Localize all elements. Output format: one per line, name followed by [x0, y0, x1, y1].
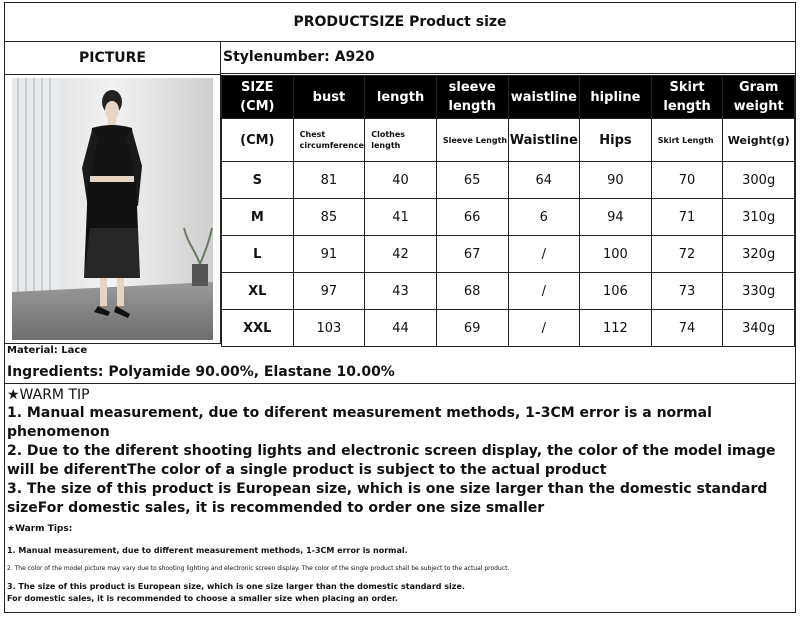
table-cell: 40 [365, 162, 437, 199]
table-cell: 340g [723, 310, 795, 347]
header-length: length [365, 76, 437, 119]
warm-tips-small-title: ★Warm Tips: [7, 524, 73, 534]
ingredients-line: Ingredients: Polyamide 90.00%, Elastane 10.00% [5, 360, 795, 384]
curtain [12, 78, 60, 318]
table-cell: 94 [580, 199, 652, 236]
subheader-waistline: Waistline [508, 119, 580, 162]
table-cell: 100 [580, 236, 652, 273]
table-cell: 65 [436, 162, 508, 199]
table-cell: 67 [436, 236, 508, 273]
warm-tip-line-3: 3. The size of this product is European size, which is one size larger than the domestic standard sizeFor domestic sales, it is recommended to order one size smaller [7, 481, 768, 516]
subheader-clothes-length: Clothes length [365, 119, 437, 162]
subheader-sleeve-length: Sleeve Length [436, 119, 508, 162]
table-cell: 85 [293, 199, 365, 236]
model-photo [12, 78, 213, 340]
table-header-row [222, 76, 795, 119]
table-row [222, 310, 795, 347]
table-row [222, 236, 795, 273]
style-number: Stylenumber: A920 [221, 41, 795, 74]
table-cell: 70 [651, 162, 723, 199]
table-row [222, 162, 795, 199]
header-hipline: hipline [580, 76, 652, 119]
table-cell: 310g [723, 199, 795, 236]
table-cell: 91 [293, 236, 365, 273]
table-cell: 300g [723, 162, 795, 199]
warm-tip-title: ★WARM TIP [7, 387, 90, 403]
picture-label: PICTURE [5, 41, 221, 75]
table-cell: 42 [365, 236, 437, 273]
header-gram-weight: Gram weight [723, 76, 795, 119]
subheader-chest: Chest circumference [293, 119, 365, 162]
table-cell: / [508, 310, 580, 347]
size-cell: S [222, 162, 294, 199]
header-waistline: waistline [508, 76, 580, 119]
warm-tip-line-2: 2. Due to the diferent shooting lights and electronic screen display, the color of the model image will be diferentThe color of a single product is subject to the actual product [7, 443, 776, 478]
table-cell: 71 [651, 199, 723, 236]
table-subheader-row [222, 119, 795, 162]
table-cell: 112 [580, 310, 652, 347]
warm-tips-small-line-3b: For domestic sales, it is recommended to choose a smaller size when placing an order. [7, 594, 398, 603]
table-cell: 66 [436, 199, 508, 236]
table-row [222, 199, 795, 236]
header-skirt-length: Skirt length [651, 76, 723, 119]
table-cell: 43 [365, 273, 437, 310]
table-cell: 73 [651, 273, 723, 310]
table-cell: 68 [436, 273, 508, 310]
table-cell: / [508, 236, 580, 273]
size-cell: XL [222, 273, 294, 310]
table-cell: 90 [580, 162, 652, 199]
subheader-weight: Weight(g) [723, 119, 795, 162]
warm-tip-section [7, 386, 793, 605]
table-cell: 64 [508, 162, 580, 199]
header-size: SIZE (CM) [222, 76, 294, 119]
subheader-hips: Hips [580, 119, 652, 162]
product-picture-cell [5, 75, 221, 344]
table-row [222, 273, 795, 310]
table-cell: 6 [508, 199, 580, 236]
warm-tip-line-1: 1. Manual measurement, due to diferent measurement methods, 1-3CM error is a normal phenomenon [7, 405, 712, 440]
table-cell: 69 [436, 310, 508, 347]
size-cell: L [222, 236, 294, 273]
table-cell: / [508, 273, 580, 310]
table-cell: 106 [580, 273, 652, 310]
table-cell: 44 [365, 310, 437, 347]
table-cell: 74 [651, 310, 723, 347]
table-cell: 320g [723, 236, 795, 273]
size-cell: M [222, 199, 294, 236]
chart-title: PRODUCTSIZE Product size [5, 3, 795, 42]
material-line: Material: Lace [7, 345, 88, 356]
warm-tips-small-line-2: 2. The color of the model picture may vary due to shooting lighting and electronic screen display. The color of the single product shall be subject to the actual product. [7, 565, 510, 572]
warm-tips-small-line-3a: 3. The size of this product is European size, which is one size larger than the domestic standard size. [7, 582, 465, 591]
header-bust: bust [293, 76, 365, 119]
subheader-skirt-length: Skirt Length [651, 119, 723, 162]
size-chart-sheet [4, 2, 796, 613]
table-cell: 103 [293, 310, 365, 347]
table-cell: 81 [293, 162, 365, 199]
subheader-cm: (CM) [222, 119, 294, 162]
warm-tips-small-line-1: 1. Manual measurement, due to different measurement methods, 1-3CM error is normal. [7, 546, 408, 555]
table-cell: 41 [365, 199, 437, 236]
table-cell: 72 [651, 236, 723, 273]
size-cell: XXL [222, 310, 294, 347]
size-table [221, 75, 795, 347]
table-cell: 97 [293, 273, 365, 310]
table-cell: 330g [723, 273, 795, 310]
header-sleeve-length: sleeve length [436, 76, 508, 119]
